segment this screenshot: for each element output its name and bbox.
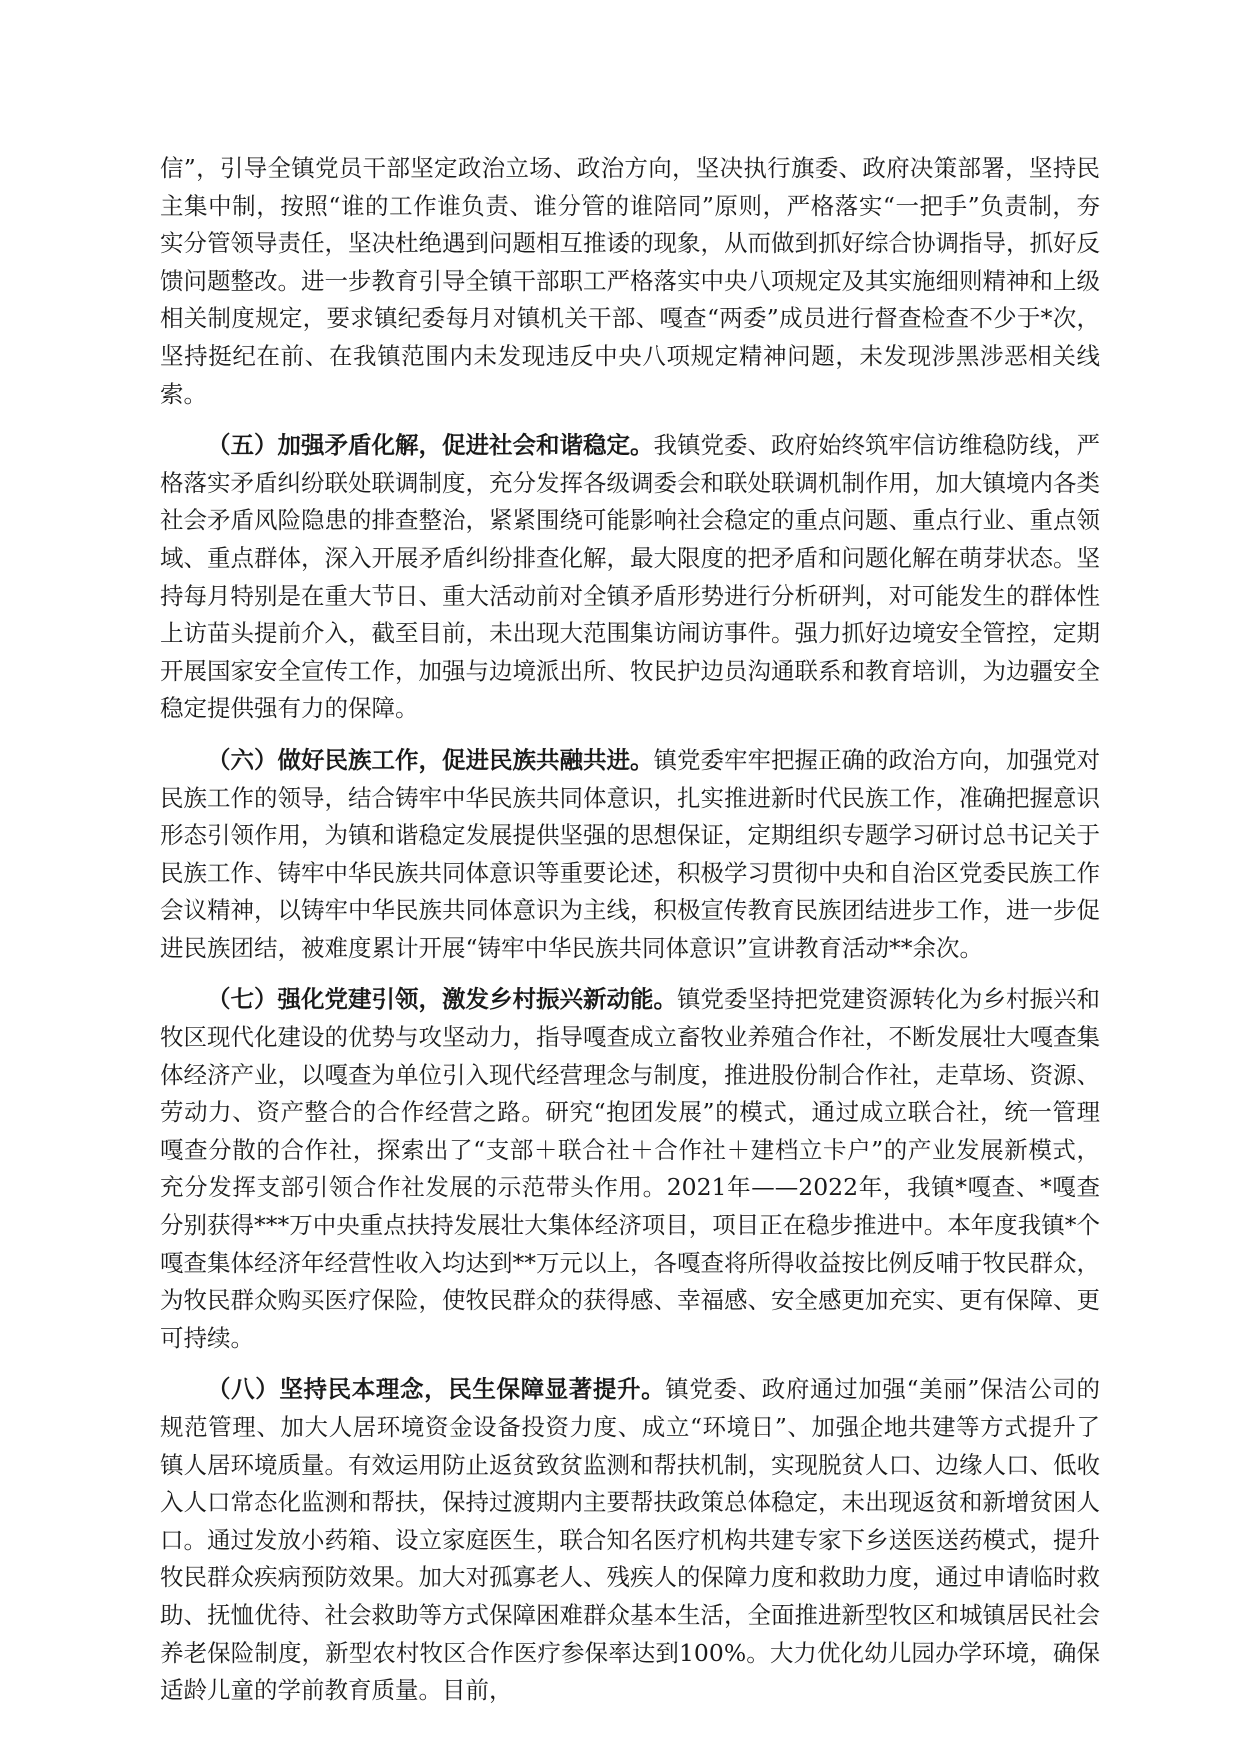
paragraph-section-7 bbox=[160, 981, 1100, 1357]
paragraph-text: 信”，引导全镇党员干部坚定政治立场、政治方向，坚决执行旗委、政府决策部署，坚持民主集中制，按照“谁的工作谁负责、谁分管的谁陪同”原则，严格落实“一把手”负责制，夯实分管领导责任，坚决杜绝遇到问题相互推诿的现象，从而做到抓好综合协调指导，抓好反馈问题整改。进一步教育引导全镇干部职工严格落实中央八项规定及其实施细则精神和上级相关制度规定，要求镇纪委每月对镇机关干部、嘎查“两委”成员进行督查检查不少于*次，坚持挺纪在前、在我镇范围内未发现违反中央八项规定精神问题，未发现涉黑涉恶相关线索。 bbox=[160, 154, 1100, 408]
section-heading: （七）强化党建引领，激发乡村振兴新动能。 bbox=[207, 985, 677, 1014]
paragraph-section-5 bbox=[160, 427, 1100, 728]
section-heading: （八）坚持民本理念，民生保障显著提升。 bbox=[207, 1375, 666, 1404]
paragraph-text: 镇党委坚持把党建资源转化为乡村振兴和牧区现代化建设的优势与攻坚动力，指导嘎查成立畜牧业养殖合作社，不断发展壮大嘎查集体经济产业，以嘎查为单位引入现代经营理念与制度，推进股份制合作社，走草场、资源、劳动力、资产整合的合作经营之路。研究“抱团发展”的模式，通过成立联合社，统一管理嘎查分散的合作社，探索出了“支部＋联合社＋合作社＋建档立卡户”的产业发展新模式，充分发挥支部引领合作社发展的示范带头作用。2021年——2022年，我镇*嘎查、*嘎查分别获得***万中央重点扶持发展壮大集体经济项目，项目正在稳步推进中。本年度我镇*个嘎查集体经济年经营性收入均达到**万元以上，各嘎查将所得收益按比例反哺于牧民群众，为牧民群众购买医疗保险，使牧民群众的获得感、幸福感、安全感更加充实、更有保障、更可持续。 bbox=[160, 985, 1100, 1352]
paragraph-text: 我镇党委、政府始终筑牢信访维稳防线，严格落实矛盾纠纷联处联调制度，充分发挥各级调委会和联处联调机制作用，加大镇境内各类社会矛盾风险隐患的排查整治，紧紧围绕可能影响社会稳定的重点问题、重点行业、重点领域、重点群体，深入开展矛盾纠纷排查化解，最大限度的把矛盾和问题化解在萌芽状态。坚持每月特别是在重大节日、重大活动前对全镇矛盾形势进行分析研判，对可能发生的群体性上访苗头提前介入，截至目前，未出现大范围集访闹访事件。强力抓好边境安全管控，定期开展国家安全宣传工作，加强与边境派出所、牧民护边员沟通联系和教育培训，为边疆安全稳定提供强有力的保障。 bbox=[160, 431, 1100, 723]
section-heading: （五）加强矛盾化解，促进社会和谐稳定。 bbox=[207, 431, 654, 460]
paragraph-continuation bbox=[160, 150, 1100, 413]
paragraph-section-6 bbox=[160, 742, 1100, 968]
paragraph-section-8 bbox=[160, 1371, 1100, 1709]
paragraph-text: 镇党委牢牢把握正确的政治方向，加强党对民族工作的领导，结合铸牢中华民族共同体意识，扎实推进新时代民族工作，准确把握意识形态引领作用，为镇和谐稳定发展提供坚强的思想保证，定期组织专题学习研讨总书记关于民族工作、铸牢中华民族共同体意识等重要论述，积极学习贯彻中央和自治区党委民族工作会议精神，以铸牢中华民族共同体意识为主线，积极宣传教育民族团结进步工作，进一步促进民族团结，被难度累计开展“铸牢中华民族共同体意识”宣讲教育活动**余次。 bbox=[160, 745, 1100, 962]
paragraph-text: 镇党委、政府通过加强“美丽”保洁公司的规范管理、加大人居环境资金设备投资力度、成立“环境日”、加强企地共建等方式提升了镇人居环境质量。有效运用防止返贫致贫监测和帮扶机制，实现脱贫人口、边缘人口、低收入人口常态化监测和帮扶，保持过渡期内主要帮扶政策总体稳定，未出现返贫和新增贫困人口。通过发放小药箱、设立家庭医生，联合知名医疗机构共建专家下乡送医送药模式，提升牧民群众疾病预防效果。加大对孤寡老人、残疾人的保障力度和救助力度，通过申请临时救助、抚恤优待、社会救助等方式保障困难群众基本生活，全面推进新型牧区和城镇居民社会养老保险制度，新型农村牧区合作医疗参保率达到100%。大力优化幼儿园办学环境，确保适龄儿童的学前教育质量。目前， bbox=[160, 1375, 1100, 1705]
section-heading: （六）做好民族工作，促进民族共融共进。 bbox=[207, 745, 654, 774]
document-page bbox=[160, 150, 1100, 1724]
